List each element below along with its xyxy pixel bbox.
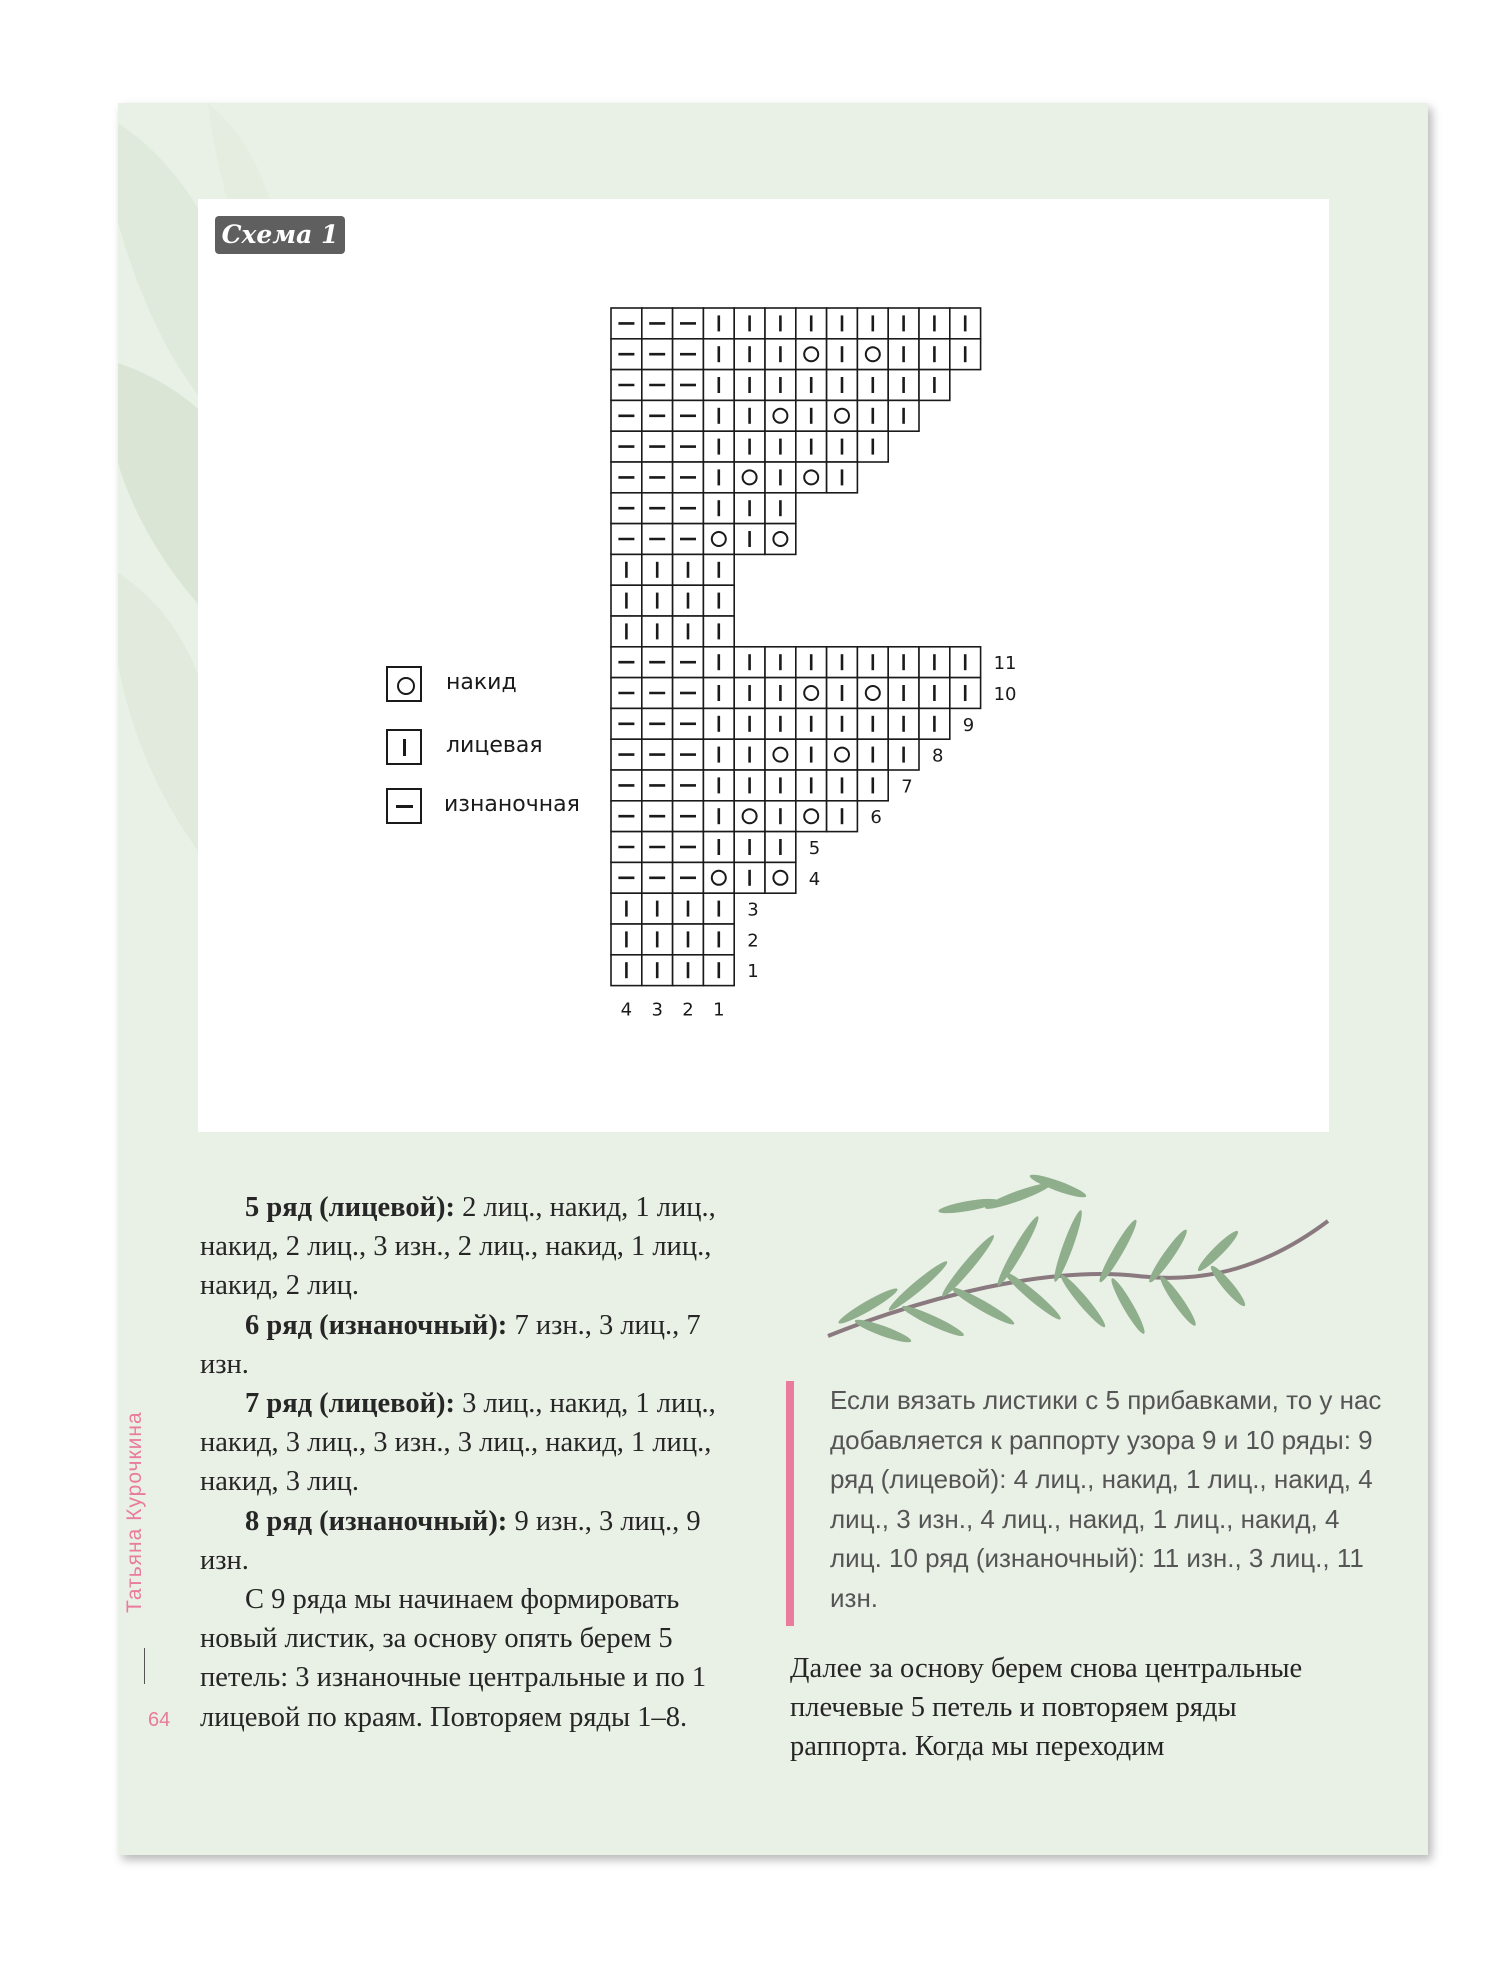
row-number: 8 bbox=[932, 745, 944, 767]
paragraph bbox=[200, 1306, 720, 1384]
row-body: 7 изн., 3 лиц., 7 изн. bbox=[200, 1309, 701, 1380]
row-heading: 7 ряд (лицевой): bbox=[245, 1388, 456, 1420]
note-text: Если вязать листики с 5 прибавками, то у нас добавляется к раппорту узора 9 и 10 ряды: 9 ряд (лицевой): 4 лиц., накид, 1 лиц., накид, 4 лиц., 3 изн., 4 лиц., накид, 1 лиц., накид, 4 лиц. 10 ряд (изнаночный): 11 изн., 3 лиц., 11 изн. bbox=[830, 1385, 1382, 1613]
chart-cell bbox=[827, 400, 858, 431]
row-number: 3 bbox=[747, 899, 759, 921]
column-number: 2 bbox=[682, 999, 694, 1021]
row-number: 10 bbox=[993, 684, 1017, 705]
row-number: 1 bbox=[747, 961, 759, 983]
footer-divider bbox=[144, 1648, 145, 1684]
row-number: 2 bbox=[747, 930, 759, 952]
chart-cell bbox=[796, 801, 827, 832]
page-number: 64 bbox=[148, 1709, 171, 1731]
scheme-title: Схема 1 bbox=[215, 216, 345, 254]
row-body: 2 лиц., накид, 1 лиц., накид, 2 лиц., 3 изн., 2 лиц., накид, 1 лиц., накид, 2 лиц. bbox=[200, 1192, 716, 1302]
column-number: 3 bbox=[651, 999, 663, 1021]
chart-cell bbox=[857, 678, 888, 709]
scheme-panel bbox=[198, 199, 1329, 1132]
chart-cell bbox=[765, 524, 796, 555]
chart-cell bbox=[703, 862, 734, 893]
column-number: 1 bbox=[713, 999, 725, 1021]
chart-cell bbox=[796, 678, 827, 709]
chart-cell bbox=[796, 339, 827, 370]
book-page bbox=[118, 103, 1428, 1855]
column-number: 4 bbox=[620, 999, 633, 1021]
row-body: 9 изн., 3 лиц., 9 изн. bbox=[200, 1505, 701, 1576]
row-number: 9 bbox=[962, 714, 975, 736]
row-heading: 6 ряд (изнаночный): bbox=[245, 1309, 508, 1341]
row-number: 7 bbox=[901, 776, 913, 798]
chart-cell bbox=[857, 339, 888, 370]
purl-stitch-icon bbox=[386, 788, 422, 824]
note-callout bbox=[786, 1381, 1386, 1626]
legend-label: накид bbox=[446, 670, 517, 695]
chart-cell bbox=[765, 739, 796, 770]
row-heading: 5 ряд (лицевой): bbox=[245, 1192, 456, 1223]
paragraph: Далее за основу берем снова центральные плечевые 5 петель и повторяем ряды раппорта. Когда мы переходим bbox=[790, 1653, 1303, 1763]
paragraph bbox=[200, 1384, 720, 1502]
legend-label: изнаночная bbox=[444, 792, 580, 817]
row-body: 3 лиц., накид, 1 лиц., накид, 3 лиц., 3 изн., 3 лиц., накид, 1 лиц., накид, 3 лиц. bbox=[200, 1388, 716, 1498]
rosemary-sprig-illustration bbox=[808, 1156, 1338, 1356]
row-number: 4 bbox=[808, 868, 821, 890]
chart-cell bbox=[703, 524, 734, 555]
chart-cell bbox=[765, 862, 796, 893]
paragraph: С 9 ряда мы начинаем формировать новый листик, за основу опять берем 5 петель: 3 изнаночные центральные и по 1 лицевой по краям. Повторяем ряды 1–8. bbox=[200, 1584, 707, 1733]
author-name: Татьяна Курочкина bbox=[123, 1411, 146, 1613]
chart-cell bbox=[734, 801, 765, 832]
chart-cell bbox=[796, 462, 827, 493]
chart-cell bbox=[765, 400, 796, 431]
chart-cell bbox=[827, 739, 858, 770]
paragraph bbox=[200, 1188, 720, 1306]
row-number: 11 bbox=[993, 653, 1017, 675]
knit-stitch-icon bbox=[386, 729, 422, 765]
knitting-chart bbox=[198, 199, 1329, 1132]
legend-label: лицевая bbox=[446, 733, 543, 758]
paragraph bbox=[200, 1502, 720, 1580]
row-number: 6 bbox=[870, 807, 882, 829]
chart-cell bbox=[734, 462, 765, 493]
row-number: 5 bbox=[808, 838, 821, 859]
right-column-text bbox=[790, 1649, 1350, 1767]
yarn-over-icon bbox=[386, 666, 422, 702]
left-column-text bbox=[200, 1188, 720, 1737]
row-heading: 8 ряд (изнаночный): bbox=[245, 1505, 508, 1537]
